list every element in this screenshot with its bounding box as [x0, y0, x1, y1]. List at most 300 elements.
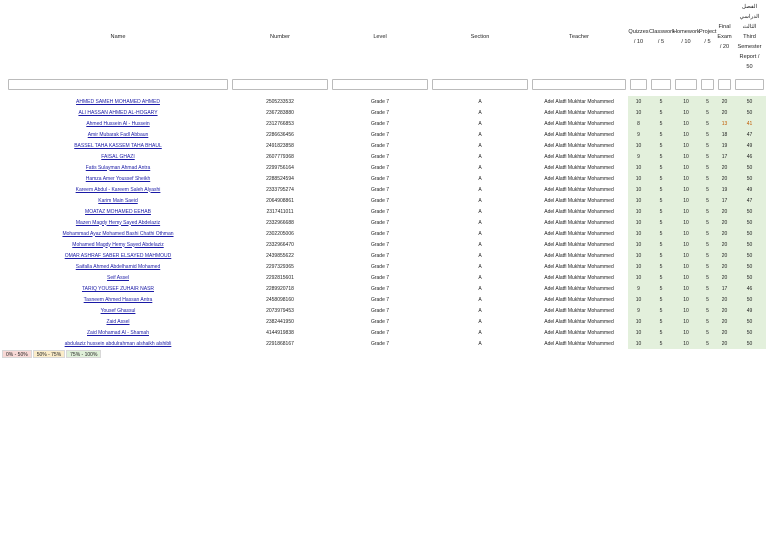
col-header-quizzes[interactable]: Quizzes / 10 [628, 29, 649, 45]
score-quizzes: 10 [628, 140, 649, 151]
student-number: 2317411011 [266, 208, 294, 215]
score-project: 5 [699, 327, 716, 338]
score-classwork: 5 [649, 206, 673, 217]
student-level: Grade 7 [370, 120, 390, 127]
score-quizzes: 10 [628, 228, 649, 239]
score-quizzes: 10 [628, 96, 649, 107]
score-quizzes: 10 [628, 195, 649, 206]
student-level: Grade 7 [370, 252, 390, 259]
student-level: Grade 7 [370, 219, 390, 226]
score-classwork: 5 [649, 151, 673, 162]
student-number: 4144919838 [266, 329, 294, 336]
score-project: 5 [699, 294, 716, 305]
table-row [6, 96, 766, 107]
score-project: 5 [699, 283, 716, 294]
student-level: Grade 7 [370, 230, 390, 237]
score-project: 5 [699, 239, 716, 250]
score-legend [2, 350, 102, 358]
score-total: 47 [733, 129, 766, 140]
score-classwork: 5 [649, 118, 673, 129]
student-teacher: Adel Alatfi Mukhtar Mohammed [544, 131, 614, 138]
score-total: 50 [733, 272, 766, 283]
student-level: Grade 7 [370, 131, 390, 138]
score-total: 49 [733, 305, 766, 316]
student-teacher: Adel Alatfi Mukhtar Mohammed [544, 120, 614, 127]
score-final-exam: 20 [716, 316, 733, 327]
score-classwork: 5 [649, 338, 673, 349]
col-header-level[interactable]: Level [373, 34, 387, 40]
score-total: 50 [733, 217, 766, 228]
score-quizzes: 10 [628, 250, 649, 261]
student-level: Grade 7 [370, 175, 390, 182]
col-header-section[interactable]: Section [470, 34, 490, 40]
student-level: Grade 7 [370, 296, 390, 303]
score-final-exam: 18 [716, 129, 733, 140]
student-teacher: Adel Alatfi Mukhtar Mohammed [544, 230, 614, 237]
col-header-classwork[interactable]: Classwork / 5 [649, 29, 675, 45]
score-homework: 10 [673, 217, 699, 228]
score-quizzes: 10 [628, 261, 649, 272]
score-quizzes: 10 [628, 239, 649, 250]
student-number: 2332966688 [266, 219, 294, 226]
filter-section-input[interactable] [432, 79, 528, 90]
score-classwork: 5 [649, 327, 673, 338]
student-number: 2332966470 [266, 241, 294, 248]
student-section: A [478, 208, 482, 215]
legend-low: 0% - 50% [2, 350, 32, 358]
score-final-exam: 17 [716, 151, 733, 162]
score-total: 46 [733, 151, 766, 162]
score-final-exam: 19 [716, 140, 733, 151]
score-total: 50 [733, 107, 766, 118]
student-name-link[interactable]: abdulaziz hussein abdulrahman alshaikh alshibli [64, 340, 172, 347]
student-number: 2286636456 [266, 131, 294, 138]
score-classwork: 5 [649, 129, 673, 140]
score-total: 49 [733, 184, 766, 195]
score-final-exam: 20 [716, 261, 733, 272]
col-header-teacher[interactable]: Teacher [569, 34, 589, 40]
student-name-link[interactable]: Karim Main Saeid [98, 197, 138, 204]
student-section: A [478, 252, 482, 259]
score-classwork: 5 [649, 283, 673, 294]
student-section: A [478, 153, 482, 160]
student-number: 2292815601 [266, 274, 294, 281]
score-classwork: 5 [649, 195, 673, 206]
student-level: Grade 7 [370, 142, 390, 149]
score-final-exam: 20 [716, 272, 733, 283]
table-row [6, 151, 766, 162]
score-quizzes: 10 [628, 327, 649, 338]
score-homework: 10 [673, 272, 699, 283]
student-teacher: Adel Alatfi Mukhtar Mohammed [544, 296, 614, 303]
student-number: 2299756164 [266, 164, 294, 171]
student-name-link[interactable]: Mohamed Magdy Hemy Sayed Abdelaziz [72, 241, 164, 248]
student-teacher: Adel Alatfi Mukhtar Mohammed [544, 241, 614, 248]
score-homework: 10 [673, 206, 699, 217]
score-homework: 10 [673, 162, 699, 173]
student-level: Grade 7 [370, 263, 390, 270]
score-total: 50 [733, 239, 766, 250]
score-project: 5 [699, 184, 716, 195]
legend-high: 75% - 100% [66, 350, 101, 358]
student-section: A [478, 219, 482, 226]
score-total: 50 [733, 206, 766, 217]
score-homework: 10 [673, 129, 699, 140]
score-quizzes: 9 [628, 283, 649, 294]
score-final-exam: 20 [716, 162, 733, 173]
score-quizzes: 10 [628, 107, 649, 118]
score-homework: 10 [673, 151, 699, 162]
student-name-link[interactable]: OMAR ASHRAF SABER ELSAYED MAHMOUD [64, 252, 172, 259]
student-section: A [478, 340, 482, 347]
score-homework: 10 [673, 184, 699, 195]
student-level: Grade 7 [370, 340, 390, 347]
score-final-exam: 20 [716, 250, 733, 261]
score-quizzes: 10 [628, 162, 649, 173]
student-section: A [478, 318, 482, 325]
score-final-exam: 20 [716, 173, 733, 184]
score-final-exam: 20 [716, 107, 733, 118]
student-level: Grade 7 [370, 208, 390, 215]
score-final-exam: 20 [716, 96, 733, 107]
student-level: Grade 7 [370, 285, 390, 292]
score-total: 50 [733, 173, 766, 184]
score-classwork: 5 [649, 316, 673, 327]
score-total: 50 [733, 316, 766, 327]
student-teacher: Adel Alatfi Mukhtar Mohammed [544, 175, 614, 182]
student-number: 2289920718 [266, 285, 294, 292]
table-row [6, 239, 766, 250]
student-name-link[interactable]: Fatis Sulayman Ahmad Antra [85, 164, 151, 171]
table-row [6, 327, 766, 338]
student-section: A [478, 263, 482, 270]
score-project: 5 [699, 217, 716, 228]
score-classwork: 5 [649, 250, 673, 261]
score-classwork: 5 [649, 96, 673, 107]
table-row [6, 305, 766, 316]
table-body [6, 96, 766, 349]
student-number: 2458098160 [266, 296, 294, 303]
score-total: 50 [733, 338, 766, 349]
table-row [6, 107, 766, 118]
table-row [6, 217, 766, 228]
score-classwork: 5 [649, 294, 673, 305]
score-classwork: 5 [649, 184, 673, 195]
student-section: A [478, 120, 482, 127]
score-project: 5 [699, 228, 716, 239]
student-name-link[interactable]: Ahmed Hussein Al - Hussein [86, 120, 150, 127]
score-homework: 10 [673, 327, 699, 338]
student-number: 2607779368 [266, 153, 294, 160]
col-header-number[interactable]: Number [270, 34, 290, 40]
student-section: A [478, 241, 482, 248]
score-total: 50 [733, 294, 766, 305]
student-teacher: Adel Alatfi Mukhtar Mohammed [544, 208, 614, 215]
score-project: 5 [699, 338, 716, 349]
score-homework: 10 [673, 96, 699, 107]
score-homework: 10 [673, 338, 699, 349]
score-homework: 10 [673, 250, 699, 261]
score-quizzes: 10 [628, 206, 649, 217]
student-number: 2439855622 [266, 252, 294, 259]
student-level: Grade 7 [370, 109, 390, 116]
student-level: Grade 7 [370, 153, 390, 160]
student-name-link[interactable]: TARIQ YOUSEF ZUHAIR NASR [81, 285, 155, 292]
col-header-name[interactable]: Name [110, 34, 126, 40]
score-homework: 10 [673, 140, 699, 151]
table-row [6, 338, 766, 349]
student-teacher: Adel Alatfi Mukhtar Mohammed [544, 219, 614, 226]
student-name-link[interactable]: ALI HASSAN AHMED AL-HOGARY [78, 109, 158, 116]
score-total: 46 [733, 283, 766, 294]
score-classwork: 5 [649, 228, 673, 239]
score-homework: 10 [673, 195, 699, 206]
score-project: 5 [699, 173, 716, 184]
score-quizzes: 10 [628, 173, 649, 184]
filter-row [6, 72, 766, 90]
score-homework: 10 [673, 261, 699, 272]
student-number: 2333795274 [266, 186, 294, 193]
student-level: Grade 7 [370, 98, 390, 105]
score-total: 41 [733, 118, 766, 129]
table-row [6, 140, 766, 151]
student-section: A [478, 296, 482, 303]
score-homework: 10 [673, 283, 699, 294]
student-name-link[interactable]: Kareem Abdul - Kareem Saleh Alyashi [75, 186, 161, 193]
student-number: 2297329365 [266, 263, 294, 270]
score-final-exam: 20 [716, 305, 733, 316]
score-quizzes: 10 [628, 272, 649, 283]
legend-mid: 50% - 75% [33, 350, 65, 358]
score-classwork: 5 [649, 162, 673, 173]
student-name-link[interactable]: Amir Mubarak Fadl Abbaun [87, 131, 149, 138]
student-number: 2491823858 [266, 142, 294, 149]
col-header-final-exam[interactable]: Final Exam / 20 [717, 24, 732, 50]
score-quizzes: 9 [628, 151, 649, 162]
student-section: A [478, 109, 482, 116]
score-quizzes: 9 [628, 129, 649, 140]
student-name-link[interactable]: Zaid Assel [106, 318, 130, 325]
student-level: Grade 7 [370, 307, 390, 314]
student-teacher: Adel Alatfi Mukhtar Mohammed [544, 263, 614, 270]
student-number: 2288524594 [266, 175, 294, 182]
student-number: 2064908861 [266, 197, 294, 204]
score-final-exam: 17 [716, 283, 733, 294]
student-number: 2505233532 [266, 98, 294, 105]
col-header-third-semester[interactable]: الفصل الدراسي الثالث Third Semester Report / 50 [737, 4, 762, 70]
score-project: 5 [699, 261, 716, 272]
filter-name-input[interactable] [8, 79, 228, 90]
student-level: Grade 7 [370, 186, 390, 193]
score-homework: 10 [673, 118, 699, 129]
score-classwork: 5 [649, 107, 673, 118]
score-quizzes: 9 [628, 305, 649, 316]
student-number: 2367283880 [266, 109, 294, 116]
table-row [6, 184, 766, 195]
score-quizzes: 10 [628, 316, 649, 327]
student-section: A [478, 307, 482, 314]
student-number: 2302205006 [266, 230, 294, 237]
score-homework: 10 [673, 239, 699, 250]
score-total: 50 [733, 261, 766, 272]
score-project: 5 [699, 250, 716, 261]
filter-homework-input[interactable] [675, 79, 697, 90]
student-level: Grade 7 [370, 329, 390, 336]
table-row [6, 283, 766, 294]
score-final-exam: 20 [716, 206, 733, 217]
table-row [6, 162, 766, 173]
student-name-link[interactable]: Yousef Ghassul [100, 307, 136, 314]
student-teacher: Adel Alatfi Mukhtar Mohammed [544, 109, 614, 116]
student-number: 2073979453 [266, 307, 294, 314]
score-quizzes: 10 [628, 338, 649, 349]
student-level: Grade 7 [370, 241, 390, 248]
score-classwork: 5 [649, 261, 673, 272]
score-homework: 10 [673, 107, 699, 118]
score-final-exam: 20 [716, 217, 733, 228]
filter-project-input[interactable] [701, 79, 714, 90]
score-project: 5 [699, 272, 716, 283]
student-name-link[interactable]: FAISAL GHAZI [101, 153, 135, 160]
student-teacher: Adel Alatfi Mukhtar Mohammed [544, 186, 614, 193]
score-classwork: 5 [649, 272, 673, 283]
score-total: 50 [733, 96, 766, 107]
student-name-link[interactable]: BASSEL TAHA KASSEM TAHA BHAUL [74, 142, 162, 149]
student-section: A [478, 142, 482, 149]
student-name-link[interactable]: Mohammad Ayaz Mohamed Bashi Chathi Othman [62, 230, 174, 237]
score-project: 5 [699, 206, 716, 217]
student-name-link[interactable]: Mazen Magdy Hemy Sayed Abdelaziz [75, 219, 161, 226]
student-teacher: Adel Alatfi Mukhtar Mohammed [544, 252, 614, 259]
score-total: 47 [733, 195, 766, 206]
score-project: 5 [699, 195, 716, 206]
table-row [6, 118, 766, 129]
score-homework: 10 [673, 316, 699, 327]
score-final-exam: 19 [716, 184, 733, 195]
score-final-exam: 17 [716, 195, 733, 206]
student-name-link[interactable]: MOATAZ MOHAMED EEHAB [85, 208, 151, 215]
student-teacher: Adel Alatfi Mukhtar Mohammed [544, 164, 614, 171]
score-project: 5 [699, 96, 716, 107]
student-teacher: Adel Alatfi Mukhtar Mohammed [544, 98, 614, 105]
student-section: A [478, 164, 482, 171]
student-number: 2291868167 [266, 340, 294, 347]
student-section: A [478, 274, 482, 281]
student-teacher: Adel Alatfi Mukhtar Mohammed [544, 307, 614, 314]
student-level: Grade 7 [370, 274, 390, 281]
score-homework: 10 [673, 305, 699, 316]
score-total: 50 [733, 228, 766, 239]
student-teacher: Adel Alatfi Mukhtar Mohammed [544, 274, 614, 281]
score-project: 5 [699, 305, 716, 316]
grades-table [6, 2, 766, 349]
student-level: Grade 7 [370, 164, 390, 171]
student-section: A [478, 98, 482, 105]
score-final-exam: 20 [716, 239, 733, 250]
student-level: Grade 7 [370, 318, 390, 325]
score-quizzes: 10 [628, 184, 649, 195]
filter-number-input[interactable] [232, 79, 328, 90]
student-teacher: Adel Alatfi Mukhtar Mohammed [544, 285, 614, 292]
student-name-link[interactable]: AHMED SAMEH MOHAMED AHMED [76, 98, 160, 105]
score-classwork: 5 [649, 173, 673, 184]
table-row [6, 272, 766, 283]
table-row [6, 316, 766, 327]
table-row [6, 206, 766, 217]
score-final-exam: 20 [716, 338, 733, 349]
score-total: 50 [733, 250, 766, 261]
student-section: A [478, 197, 482, 204]
student-name-link[interactable]: Saifalla Ahmed Abdelhamid Mohamed [75, 263, 161, 270]
score-final-exam: 20 [716, 294, 733, 305]
filter-total-input[interactable] [735, 79, 764, 90]
score-project: 5 [699, 118, 716, 129]
score-project: 5 [699, 129, 716, 140]
score-final-exam: 13 [716, 118, 733, 129]
student-name-link[interactable]: Seif Assel [107, 274, 129, 281]
col-header-homework[interactable]: Homework / 10 [673, 29, 700, 45]
table-row [6, 294, 766, 305]
student-section: A [478, 131, 482, 138]
table-row [6, 250, 766, 261]
score-homework: 10 [673, 228, 699, 239]
student-section: A [478, 329, 482, 336]
student-section: A [478, 186, 482, 193]
score-total: 50 [733, 327, 766, 338]
score-project: 5 [699, 140, 716, 151]
score-quizzes: 10 [628, 217, 649, 228]
student-number: 2382441950 [266, 318, 294, 325]
student-name-link[interactable]: Hamza Amer Youssef Sheikh [85, 175, 151, 182]
student-teacher: Adel Alatfi Mukhtar Mohammed [544, 153, 614, 160]
student-name-link[interactable]: Tasneem Ahmed Hassan Antra [83, 296, 153, 303]
score-project: 5 [699, 162, 716, 173]
table-row [6, 261, 766, 272]
filter-classwork-input[interactable] [651, 79, 671, 90]
student-teacher: Adel Alatfi Mukhtar Mohammed [544, 142, 614, 149]
score-project: 5 [699, 107, 716, 118]
filter-level-input[interactable] [332, 79, 428, 90]
filter-teacher-input[interactable] [532, 79, 626, 90]
table-row [6, 228, 766, 239]
student-teacher: Adel Alatfi Mukhtar Mohammed [544, 197, 614, 204]
student-name-link[interactable]: Zaid Mohamad Al - Shamah [87, 329, 149, 336]
score-project: 5 [699, 316, 716, 327]
score-final-exam: 20 [716, 327, 733, 338]
header-row [6, 2, 766, 72]
table-row [6, 129, 766, 140]
filter-quizzes-input[interactable] [630, 79, 647, 90]
student-number: 2312766853 [266, 120, 294, 127]
score-total: 50 [733, 162, 766, 173]
student-section: A [478, 175, 482, 182]
student-level: Grade 7 [370, 197, 390, 204]
score-final-exam: 20 [716, 228, 733, 239]
score-classwork: 5 [649, 239, 673, 250]
score-total: 49 [733, 140, 766, 151]
student-teacher: Adel Alatfi Mukhtar Mohammed [544, 318, 614, 325]
score-classwork: 5 [649, 140, 673, 151]
table-row [6, 195, 766, 206]
score-classwork: 5 [649, 217, 673, 228]
score-project: 5 [699, 151, 716, 162]
student-teacher: Adel Alatfi Mukhtar Mohammed [544, 340, 614, 347]
filter-final-input[interactable] [718, 79, 731, 90]
score-homework: 10 [673, 173, 699, 184]
student-section: A [478, 230, 482, 237]
table-row [6, 173, 766, 184]
col-header-project[interactable]: Project / 5 [699, 29, 717, 45]
